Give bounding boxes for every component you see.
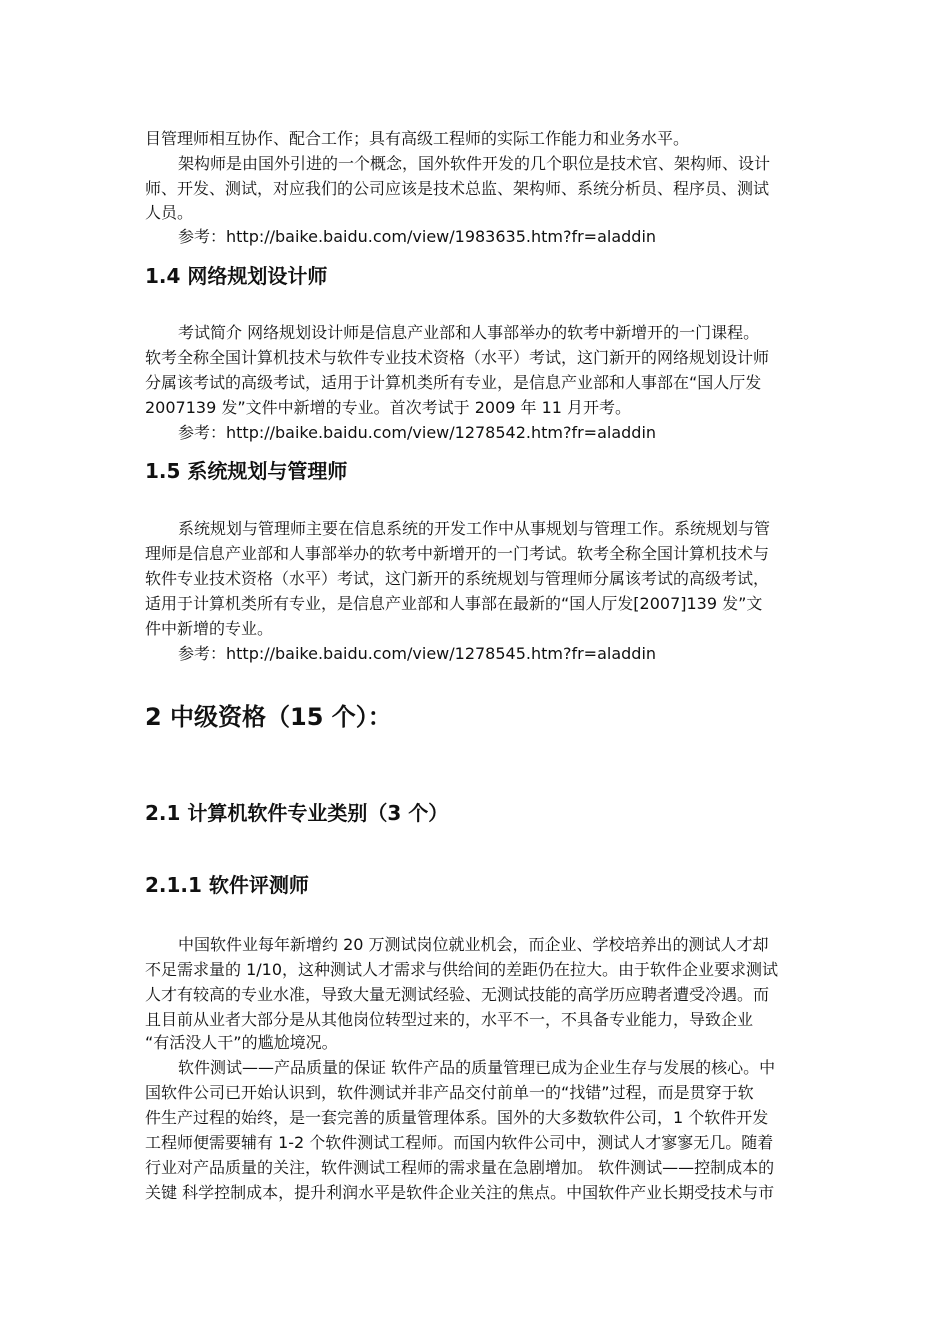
reference-line: 参考：http://baike.baidu.com/view/1278545.htm?fr=aladdin <box>178 644 657 663</box>
paragraph-line: 2007139 发”文件中新增的专业。首次考试于 2009 年 11 月开考。 <box>145 398 632 417</box>
paragraph-line: 师、开发、测试，对应我们的公司应该是技术总监、架构师、系统分析员、程序员、测试 <box>145 179 770 198</box>
paragraph-line: 不足需求量的 1/10，这种测试人才需求与供给间的差距仍在拉大。由于软件企业要求测试 <box>145 960 779 979</box>
paragraph-line: 分属该考试的高级考试，适用于计算机类所有专业，是信息产业部和人事部在“国人厅发 <box>145 373 762 392</box>
paragraph-line: 系统规划与管理师主要在信息系统的开发工作中从事规划与管理工作。系统规划与管 <box>178 519 771 538</box>
paragraph-line: 适用于计算机类所有专业，是信息产业部和人事部在最新的“国人厅发[2007]139 发”文 <box>145 594 763 613</box>
paragraph-line: 软考全称全国计算机技术与软件专业技术资格（水平）考试，这门新开的网络规划设计师 <box>145 348 770 367</box>
paragraph-line: 目管理师相互协作、配合工作；具有高级工程师的实际工作能力和业务水平。 <box>145 129 690 148</box>
paragraph-line: “有活没人干”的尴尬境况。 <box>145 1033 338 1052</box>
paragraph-line: 人才有较高的专业水准，导致大量无测试经验、无测试技能的高学历应聘者遭受冷遇。而 <box>145 985 770 1004</box>
section-heading: 1.4 网络规划设计师 <box>145 264 328 288</box>
paragraph-line: 考试简介 网络规划设计师是信息产业部和人事部举办的软考中新增开的一门课程。 <box>178 323 760 342</box>
paragraph-line: 关键 科学控制成本，提升利润水平是软件企业关注的焦点。中国软件产业长期受技术与市 <box>145 1183 775 1202</box>
paragraph-line: 软件专业技术资格（水平）考试，这门新开的系统规划与管理师分属该考试的高级考试， <box>145 569 770 588</box>
paragraph-line: 件中新增的专业。 <box>145 619 274 638</box>
subsection-heading: 2.1.1 软件评测师 <box>145 873 309 897</box>
paragraph-line: 理师是信息产业部和人事部举办的软考中新增开的一门考试。软考全称全国计算机技术与 <box>145 544 770 563</box>
paragraph-line: 架构师是由国外引进的一个概念，国外软件开发的几个职位是技术官、架构师、设计 <box>178 154 771 173</box>
paragraph-line: 软件测试——产品质量的保证 软件产品的质量管理已成为企业生存与发展的核心。中 <box>178 1058 776 1077</box>
section-heading: 2.1 计算机软件专业类别（3 个） <box>145 801 449 825</box>
chapter-heading: 2 中级资格（15 个）： <box>145 703 392 731</box>
paragraph-line: 工程师便需要辅有 1-2 个软件测试工程师。而国内软件公司中，测试人才寥寥无几。随着 <box>145 1133 774 1152</box>
reference-line: 参考：http://baike.baidu.com/view/1278542.htm?fr=aladdin <box>178 423 657 442</box>
paragraph-line: 且目前从业者大部分是从其他岗位转型过来的，水平不一，不具备专业能力，导致企业 <box>145 1010 754 1029</box>
paragraph-line: 件生产过程的始终，是一套完善的质量管理体系。国外的大多数软件公司，1 个软件开发 <box>145 1108 769 1127</box>
paragraph-line: 行业对产品质量的关注，软件测试工程师的需求量在急剧增加。 软件测试——控制成本的 <box>145 1158 775 1177</box>
paragraph-line: 国软件公司已开始认识到，软件测试并非产品交付前单一的“找错”过程，而是贯穿于软 <box>145 1083 754 1102</box>
paragraph-line: 中国软件业每年新增约 20 万测试岗位就业机会，而企业、学校培养出的测试人才却 <box>178 935 769 954</box>
paragraph-line: 人员。 <box>145 203 194 222</box>
reference-line: 参考：http://baike.baidu.com/view/1983635.htm?fr=aladdin <box>178 227 657 246</box>
section-heading: 1.5 系统规划与管理师 <box>145 459 348 483</box>
